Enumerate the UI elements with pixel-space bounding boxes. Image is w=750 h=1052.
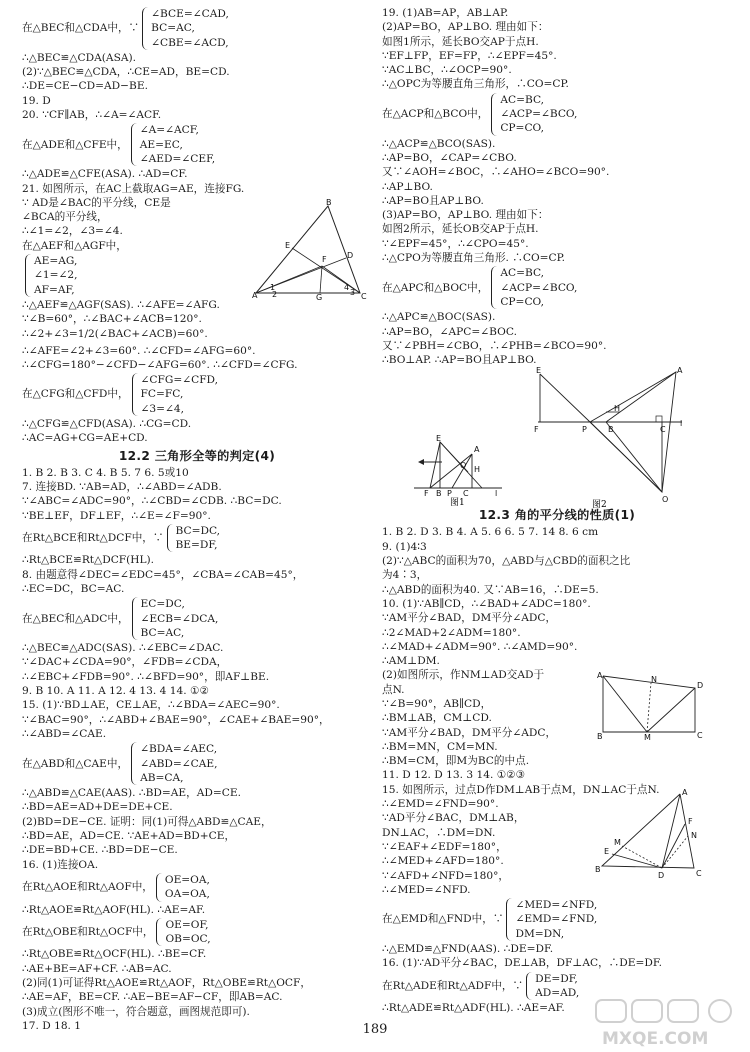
svg-text:D: D bbox=[697, 681, 704, 690]
text-line: ∴△BEC≌△CDA(ASA). bbox=[22, 51, 136, 64]
condition: ∠BDA=∠AEC, bbox=[140, 743, 218, 756]
text-line: 21. 如图所示，在AC上截取AG=AE，连接FG. bbox=[22, 182, 245, 195]
text-line: ∵∠AFD+∠NFD=180°， bbox=[382, 869, 509, 882]
condition: FC=FC, bbox=[140, 388, 184, 401]
svg-text:B: B bbox=[595, 865, 601, 874]
text-line: ∴EC=DC，BC=AC. bbox=[22, 582, 125, 595]
text-line: ∴∠AFE=∠2+∠3=60°. ∴∠CFD=∠AFG=60°. bbox=[22, 344, 256, 357]
text-line: 在△ADE和△CFE中， bbox=[22, 138, 128, 151]
text-line: ∴△EMD≌△FND(AAS). ∴DE=DF. bbox=[382, 943, 554, 956]
brace bbox=[131, 123, 138, 166]
text-line: ∴△ADE≌△CFE(ASA). ∴AD=CF. bbox=[22, 168, 188, 181]
text-line: 10. (1)∵AB∥CD，∴∠BAD+∠ADC=180°. bbox=[382, 597, 591, 610]
svg-text:D: D bbox=[347, 251, 354, 260]
text-line: ∴AC=AG+CG=AE+CD. bbox=[22, 432, 148, 445]
text-line: 8. 由题意得∠DEC=∠EDC=45°，∠CBA=∠CAB=45°， bbox=[22, 568, 304, 581]
text-line: ∴BM=CM，即M为BC的中点. bbox=[382, 755, 530, 768]
equation-system bbox=[382, 266, 732, 309]
text-line: 在Rt△ADE和Rt△ADF中，∵ bbox=[382, 979, 524, 992]
brace bbox=[156, 873, 163, 902]
condition: AC=BC, bbox=[500, 93, 545, 106]
condition: ∠1=∠2, bbox=[34, 269, 78, 282]
text-line: ∵∠EPF=45°，∴∠CPO=45°. bbox=[382, 237, 529, 250]
text-line: ∴△ABD的面积为40. 又∵AB=16，∴DE=5. bbox=[382, 583, 599, 596]
page-number: 189 bbox=[362, 1022, 388, 1037]
svg-text:F: F bbox=[424, 489, 429, 498]
section-heading: 12.2 三角形全等的判定(4) bbox=[118, 448, 276, 463]
triangle-figure-21 bbox=[252, 198, 370, 300]
text-line: 在Rt△OBE和Rt△OCF中， bbox=[22, 925, 154, 938]
brace bbox=[167, 524, 174, 553]
svg-text:3: 3 bbox=[350, 288, 356, 297]
text-line: 15. 如图所示，过点D作DM⊥AB于点M，DN⊥AC于点N. bbox=[382, 783, 660, 796]
text-line: ∴BO⊥AP. ∴AP=BO且AP⊥BO. bbox=[382, 354, 537, 367]
svg-text:E: E bbox=[604, 847, 610, 856]
equation-system bbox=[22, 742, 372, 785]
triangle-figure-15 bbox=[592, 788, 710, 880]
brace bbox=[491, 266, 498, 309]
text-line: ∵∠B=60°，∴∠BAC+∠ACB=120°. bbox=[22, 313, 202, 326]
equation-system bbox=[22, 7, 372, 50]
text-line: 16. (1)连接OA. bbox=[22, 858, 99, 871]
text-line: ∵ AD是∠BAC的平分线，CE是 bbox=[22, 196, 171, 209]
svg-text:O: O bbox=[662, 495, 669, 504]
text-line: ∴∠1=∠2，∠3=∠4. bbox=[22, 225, 123, 238]
svg-text:P: P bbox=[582, 425, 587, 434]
svg-text:A: A bbox=[677, 366, 683, 375]
condition: CP=CO, bbox=[500, 122, 544, 135]
svg-text:B: B bbox=[326, 198, 332, 207]
svg-text:B: B bbox=[436, 489, 442, 498]
text-line: ∴DE=BD+CE. ∴BD=DE−CE. bbox=[22, 844, 178, 857]
svg-text:H: H bbox=[614, 404, 621, 413]
text-line: (3)AP=BO，AP⊥BO. 理由如下： bbox=[382, 209, 549, 222]
text-line: (3)成立(图形不唯一，符合题意，画图规范即可). bbox=[22, 1005, 250, 1018]
condition: OE=OA, bbox=[164, 873, 210, 886]
svg-text:N: N bbox=[691, 831, 697, 840]
text-line: 在Rt△BCE和Rt△DCF中，∵ bbox=[22, 531, 164, 544]
text-line: 又∵∠AOH=∠BOC，∴∠AHO=∠BCO=90°. bbox=[382, 166, 610, 179]
text-line: (2)BD=DE−CE. 证明：同(1)可得△ABD≌△CAE， bbox=[22, 815, 272, 828]
text-line: ∴∠2+∠3=1/2(∠BAC+∠ACB)=60°. bbox=[22, 327, 208, 340]
text-line: ∴2∠MAD+2∠ADM=180°. bbox=[382, 626, 521, 639]
svg-text:E: E bbox=[536, 366, 542, 375]
svg-text:P: P bbox=[447, 489, 452, 498]
text-line: (2)同(1)可证得Rt△AOE≌Rt△AOF，Rt△OBE≌Rt△OCF， bbox=[22, 977, 311, 989]
text-line: 在△ACP和△BCO中， bbox=[382, 108, 489, 121]
watermark-text: MXQE.COM bbox=[602, 1029, 709, 1048]
condition: EC=DC, bbox=[140, 598, 185, 611]
svg-text:l: l bbox=[680, 419, 683, 428]
text-line: ∴△APC≌△BOC(SAS). bbox=[382, 311, 496, 324]
text-line: 7. 连接BD. ∵AB=AD，∴∠ABD=∠ADB. bbox=[22, 480, 222, 493]
text-line: ∴∠CFG=180°−∠CFD−∠AFG=60°. ∴∠CFD=∠CFG. bbox=[22, 358, 298, 371]
text-line: ∵BE⊥EF，DF⊥EF，∴∠E=∠F=90°. bbox=[22, 509, 211, 522]
svg-text:F: F bbox=[688, 817, 693, 826]
text-line: ∴BD=AE=AD+DE=DE+CE. bbox=[22, 801, 173, 814]
text-line: 19. D bbox=[22, 94, 51, 107]
condition: BC=AC, bbox=[151, 22, 195, 35]
text-line: 如图1所示，延长BO交AP于点H. bbox=[382, 35, 539, 48]
condition: ∠ABD=∠CAE, bbox=[140, 757, 218, 770]
figure-1-caption: 图1 bbox=[450, 498, 465, 506]
equation-system bbox=[382, 93, 732, 136]
condition: ∠EMD=∠FND, bbox=[515, 913, 598, 926]
svg-text:A: A bbox=[597, 671, 603, 680]
text-line: ∴BM=MN，CM=MN. bbox=[382, 740, 498, 753]
text-line: ∴△BEC≌△ADC(SAS). ∴∠EBC=∠DAC. bbox=[22, 642, 224, 655]
text-line: ∴BD=AE，AD=CE. ∵AE+AD=BD+CE， bbox=[22, 830, 236, 843]
text-line: ∴△OPC为等腰直角三角形，∴CO=CP. bbox=[382, 78, 569, 91]
left-column bbox=[22, 6, 372, 1033]
text-line: 又∵∠PBH=∠CBO，∴∠PHB=∠BCO=90°. bbox=[382, 339, 607, 352]
condition: ∠AED=∠CEF, bbox=[139, 152, 216, 165]
text-line: ∴AM⊥DM. bbox=[382, 655, 440, 668]
condition: DE=DF, bbox=[535, 972, 578, 985]
text-line: ∴∠MAD+∠ADM=90°. ∴∠AMD=90°. bbox=[382, 640, 578, 653]
text-line: ∴DE=CE−CD=AD−BE. bbox=[22, 80, 148, 93]
brace bbox=[25, 254, 32, 297]
text-line: ∴Rt△OBE≌Rt△OCF(HL). ∴BE=CF. bbox=[22, 948, 207, 961]
section-heading: 12.3 角的平分线的性质(1) bbox=[478, 508, 636, 523]
text-line: ∴△ABD≌△CAE(AAS). ∴BD=AE，AD=CE. bbox=[22, 787, 241, 800]
text-line: 16. (1)∵AD平分∠BAC，DE⊥AB，DF⊥AC，∴DE=DF. bbox=[382, 957, 662, 970]
text-line: 为4∶3， bbox=[382, 569, 428, 582]
text-line: DN⊥AC，∴DM=DN. bbox=[382, 826, 496, 839]
condition: AF=AF, bbox=[34, 283, 75, 296]
equation-system bbox=[22, 873, 372, 902]
svg-text:E: E bbox=[436, 434, 442, 443]
condition: BC=AC, bbox=[140, 626, 185, 639]
condition: AC=BC, bbox=[500, 267, 545, 280]
text-line: ∴△AEF≌△AGF(SAS). ∴∠AFE=∠AFG. bbox=[22, 298, 220, 311]
text-line: ∵AD平分∠BAC，DM⊥AB， bbox=[382, 812, 525, 825]
svg-text:C: C bbox=[660, 425, 666, 434]
text-line: ∴BM⊥AB，CM⊥CD. bbox=[382, 712, 492, 725]
text-line: ∵∠ABC=∠ADC=90°，∴∠CBD=∠CDB. ∴BC=DC. bbox=[22, 495, 282, 508]
text-line: 在△APC和△BOC中， bbox=[382, 281, 489, 294]
text-line: 15. (1)∵BD⊥AE，CE⊥AE，∴∠BDA=∠AEC=90°. bbox=[22, 699, 280, 712]
text-line: ∴AP⊥BO. bbox=[382, 180, 433, 193]
svg-text:H: H bbox=[474, 465, 481, 474]
text-line: ∵AM平分∠BAD，DM平分∠ADC， bbox=[382, 726, 557, 739]
text-line: ∴∠EBC+∠FDB=90°. ∴∠BFD=90°，即AF⊥BE. bbox=[22, 670, 270, 683]
brace bbox=[156, 918, 163, 947]
text-line: (2)∵△ABC的面积为70，△ABD与△CBD的面积之比 bbox=[382, 555, 631, 568]
condition: AB=CA, bbox=[140, 771, 184, 784]
text-line: 在△BEC和△ADC中， bbox=[22, 612, 129, 625]
svg-text:B: B bbox=[597, 732, 603, 740]
condition: ∠A=∠ACF, bbox=[139, 124, 199, 137]
text-line: (2)AP=BO，AP⊥BO. 理由如下： bbox=[382, 21, 549, 34]
text-line: ∠BCA的平分线， bbox=[22, 211, 108, 224]
text-line: ∵AM平分∠BAD，DM平分∠ADC， bbox=[382, 612, 557, 625]
condition: ∠ACP=∠BCO, bbox=[500, 281, 578, 294]
text-line: 17. D 18. 1 bbox=[22, 1019, 82, 1032]
text-line: ∴△CFG≌△CFD(ASA). ∴CG=CD. bbox=[22, 418, 192, 431]
figure-2 bbox=[532, 366, 688, 508]
svg-text:D: D bbox=[658, 871, 665, 880]
text-line: ∴△CPO为等腰直角三角形. ∴CO=CP. bbox=[382, 252, 566, 265]
text-line: 19. (1)AB=AP，AB⊥AP. bbox=[382, 7, 509, 19]
text-line: 1. B 2. B 3. C 4. B 5. 7 6. 5或10 bbox=[22, 466, 189, 479]
trapezoid-figure-10 bbox=[595, 670, 705, 740]
text-line: ∴AE+BE=AF+CF. ∴AB=AC. bbox=[22, 962, 172, 975]
svg-text:C: C bbox=[463, 489, 469, 498]
text-line: 如图2所示，延长OB交AP于点H. bbox=[382, 223, 539, 236]
condition: OB=OC, bbox=[165, 933, 211, 946]
svg-text:C: C bbox=[361, 292, 367, 300]
svg-text:M: M bbox=[644, 733, 651, 740]
text-line: ∵∠B=90°，AB∥CD， bbox=[382, 697, 492, 710]
text-line: ∴AP=BO且AP⊥BO. bbox=[382, 194, 484, 207]
equation-system bbox=[22, 373, 372, 416]
text-line: (2)如图所示，作NM⊥AD交AD于 bbox=[382, 669, 545, 682]
condition: AE=EC, bbox=[139, 138, 183, 151]
equation-system bbox=[22, 123, 372, 166]
equation-system bbox=[382, 898, 732, 941]
condition: BE=DF, bbox=[175, 539, 218, 552]
text-line: 9. (1)4∶3 bbox=[382, 540, 427, 553]
text-line: 9. B 10. A 11. A 12. 4 13. 4 14. ①② bbox=[22, 685, 209, 698]
text-line: ∴AP=BO，∠APC=∠BOC. bbox=[382, 325, 517, 338]
text-line: 20. ∵CF∥AB，∴∠A=∠ACF. bbox=[22, 109, 162, 122]
text-line: ∴∠MED=∠NFD. bbox=[382, 883, 471, 896]
equation-system bbox=[22, 524, 372, 553]
text-line: 点N. bbox=[382, 683, 405, 696]
text-line: ∴∠EMD=∠FND=90°. bbox=[382, 798, 499, 811]
svg-text:4: 4 bbox=[344, 283, 350, 292]
svg-text:N: N bbox=[651, 675, 657, 684]
svg-text:A: A bbox=[252, 291, 258, 300]
text-line: 11. D 12. D 13. 3 14. ①②③ bbox=[382, 769, 526, 782]
condition: CP=CO, bbox=[500, 295, 544, 308]
text-line: ∵∠BAC=90°，∴∠ABD+∠BAE=90°，∠CAE+∠BAE=90°， bbox=[22, 713, 330, 726]
brace bbox=[142, 7, 149, 50]
condition: BC=DC, bbox=[175, 524, 221, 537]
condition: OE=OF, bbox=[165, 918, 209, 931]
text-line: ∵AC⊥BC，∴∠OCP=90°. bbox=[382, 64, 512, 77]
svg-text:l: l bbox=[495, 489, 498, 498]
brace bbox=[491, 93, 498, 136]
condition: ∠3=∠4, bbox=[140, 402, 185, 415]
condition: ∠CBE=∠ACD, bbox=[151, 36, 229, 49]
text-line: ∴AE=AF，BE=CF. ∴AE−BE=AF−CF，即AB=AC. bbox=[22, 991, 283, 1004]
text-line: ∵∠DAC+∠CDA=90°，∠FDB=∠CDA， bbox=[22, 656, 228, 669]
text-line: 在Rt△AOE和Rt△AOF中， bbox=[22, 881, 153, 894]
condition: ∠ACP=∠BCO, bbox=[500, 108, 578, 121]
equation-system bbox=[22, 918, 372, 947]
text-line: ∵∠EAF+∠EDF=180°， bbox=[382, 840, 507, 853]
svg-text:C: C bbox=[696, 869, 702, 878]
watermark-logo bbox=[594, 996, 744, 1048]
svg-text:C: C bbox=[697, 731, 703, 740]
condition: OA=OA, bbox=[164, 888, 210, 901]
brace bbox=[132, 373, 139, 416]
text-line: 在△EMD和△FND中，∵ bbox=[382, 913, 504, 926]
figure-1 bbox=[410, 432, 506, 506]
text-line: ∴∠MED+∠AFD=180°. bbox=[382, 855, 504, 868]
svg-text:F: F bbox=[322, 255, 327, 264]
condition: AD=AD, bbox=[535, 986, 580, 999]
text-line: 在△AEF和△AGF中， bbox=[22, 239, 127, 252]
condition: DM=DN, bbox=[515, 927, 565, 940]
text-line: ∴∠ABD=∠CAE. bbox=[22, 727, 107, 740]
text-line: 1. B 2. D 3. B 4. A 5. 6 6. 5 7. 14 8. 6 cm bbox=[382, 526, 599, 539]
text-line: ∵EF⊥FP，EF=FP，∴∠EPF=45°. bbox=[382, 49, 557, 62]
condition: ∠BCE=∠CAD, bbox=[151, 8, 229, 20]
svg-text:2: 2 bbox=[272, 290, 278, 299]
text-line: ∴AP=BO，∠CAP=∠CBO. bbox=[382, 151, 517, 164]
text-line: 在△CFG和△CFD中， bbox=[22, 388, 129, 401]
text-line: 在△ABD和△CAE中， bbox=[22, 757, 129, 770]
figure-2-caption: 图2 bbox=[592, 500, 607, 508]
svg-text:G: G bbox=[316, 293, 323, 300]
condition: AE=AG, bbox=[34, 255, 78, 268]
brace bbox=[526, 972, 533, 1001]
condition: ∠MED=∠NFD, bbox=[515, 899, 598, 912]
svg-text:O: O bbox=[460, 461, 467, 470]
condition: ∠ECB=∠DCA, bbox=[140, 612, 219, 625]
svg-text:F: F bbox=[534, 425, 539, 434]
svg-text:A: A bbox=[474, 445, 480, 454]
brace bbox=[131, 742, 138, 785]
condition: ∠CFG=∠CFD, bbox=[140, 374, 219, 387]
text-line: ∴Rt△AOE≌Rt△AOF(HL). ∴AE=AF. bbox=[22, 903, 206, 916]
text-line: ∴Rt△ADE≌Rt△ADF(HL). ∴AE=AF. bbox=[382, 1002, 565, 1015]
equation-system bbox=[22, 597, 372, 640]
svg-text:B: B bbox=[608, 425, 614, 434]
svg-text:A: A bbox=[682, 788, 688, 797]
brace bbox=[506, 898, 513, 941]
text-line: ∴Rt△BCE≌Rt△DCF(HL). bbox=[22, 554, 155, 567]
text-line: 在△BEC和△CDA中，∵ bbox=[22, 22, 140, 35]
text-line: ∴△ACP≌△BCO(SAS). bbox=[382, 137, 496, 150]
brace bbox=[132, 597, 139, 640]
svg-text:1: 1 bbox=[270, 283, 276, 292]
svg-text:M: M bbox=[614, 838, 621, 847]
svg-text:E: E bbox=[285, 241, 291, 250]
text-line: (2)∵△BEC≌△CDA，∴CE=AD，BE=CD. bbox=[22, 66, 230, 79]
